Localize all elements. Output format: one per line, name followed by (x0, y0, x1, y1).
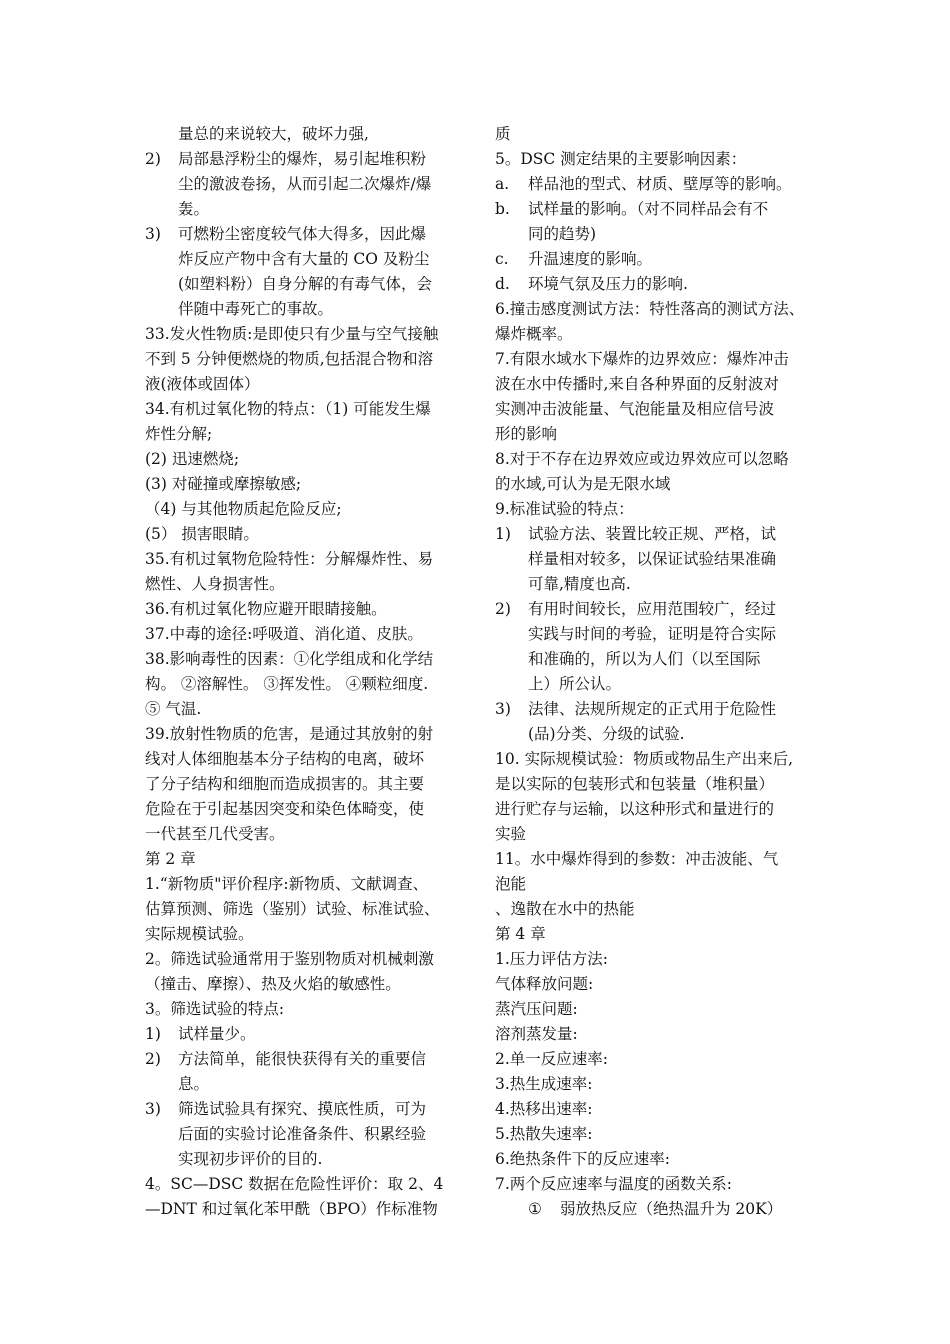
chapter2-paragraph-1 (145, 872, 465, 947)
text-line: 6.撞击感度测试方法：特性落高的测试方法、 (495, 300, 805, 318)
text-line: 39.放射性物质的危害，是通过其放射的射 (145, 725, 434, 743)
text-line: (2) 迅速燃烧; (145, 450, 240, 468)
text-line: 息。 (178, 1075, 210, 1093)
text-line: (品)分类、分级的试验. (528, 725, 685, 743)
continued-line: 质 (495, 125, 511, 143)
text-line: 7.有限水域水下爆炸的边界效应：爆炸冲击 (495, 350, 789, 368)
text-line: 溶剂蒸发量: (495, 1025, 578, 1043)
list-number: 1) (145, 1025, 161, 1043)
text-line: 了分子结构和细胞而造成损害的。其主要 (145, 775, 425, 793)
text-line: 进行贮存与运输，以这种形式和量进行的 (495, 800, 775, 818)
list-number: 2) (145, 1050, 161, 1068)
chapter2-paragraph-2 (145, 947, 465, 997)
text-line: 实测冲击波能量、气泡能量及相应信号波 (495, 400, 775, 418)
text-line: (如塑料粉）自身分解的有毒气体，会 (178, 275, 433, 293)
list-number: 1) (495, 525, 511, 543)
text-line: 4.热移出速率: (495, 1100, 593, 1118)
paragraph-36: 36.有机过氧化物应避开眼睛接触。 (145, 600, 387, 618)
text-line: (5） 损害眼睛。 (145, 525, 259, 543)
text-line: 局部悬浮粉尘的爆炸，易引起堆积粉 (178, 150, 427, 168)
text-line: 3.热生成速率: (495, 1075, 593, 1093)
text-line: 一代甚至几代受害。 (145, 825, 285, 843)
list-letter: d. (495, 275, 510, 293)
text-line: （撞击、摩擦）、热及火焰的敏感性。 (145, 975, 401, 993)
text-line: 弱放热反应（绝热温升为 20K） (560, 1200, 783, 1218)
list-item (495, 247, 815, 272)
chapter-heading: 第 2 章 (145, 850, 196, 868)
text-line: 炸性分解; (145, 425, 213, 443)
text-line: 是以实际的包装形式和包装量（堆积量） (495, 775, 775, 793)
list-number: 2) (145, 150, 161, 168)
text-line: 蒸汽压问题: (495, 1000, 578, 1018)
text-line: 爆炸概率。 (495, 325, 573, 343)
list-letter: c. (495, 250, 509, 268)
text-line: 10. 实际规模试验：物质或物品生产出来后, (495, 750, 794, 768)
text-line: 波在水中传播时,来自各种界面的反射波对 (495, 375, 779, 393)
text-line: 轰。 (178, 200, 210, 218)
paragraph-34 (145, 397, 465, 547)
text-line: （4) 与其他物质起危险反应; (145, 500, 342, 518)
list-number: 2) (495, 600, 511, 618)
text-line: 线对人体细胞基本分子结构的电离，破坏 (145, 750, 425, 768)
text-line: 5.热散失速率: (495, 1125, 593, 1143)
text-line: 38.影响毒性的因素：①化学组成和化学结 (145, 650, 434, 668)
text-line: 1.压力评估方法: (495, 950, 609, 968)
text-line: 样量相对较多，以保证试验结果准确 (528, 550, 777, 568)
text-line: 形的影响 (495, 425, 558, 443)
text-line: 试验方法、装置比较正规、严格，试 (528, 525, 777, 543)
right-column (495, 122, 815, 1222)
text-line: 2.单一反应速率: (495, 1050, 609, 1068)
text-line: 的水域,可认为是无限水域 (495, 475, 671, 493)
chapter2-paragraph-4 (145, 1172, 465, 1222)
paragraph-5: 5。DSC 测定结果的主要影响因素： (495, 150, 747, 168)
text-line: 危险在于引起基因突变和染色体畸变，使 (145, 800, 425, 818)
text-line: 实际规模试验。 (145, 925, 254, 943)
text-line: (3) 对碰撞或摩擦敏感; (145, 475, 302, 493)
circled-number: ① (528, 1200, 542, 1218)
list-item (145, 1022, 465, 1047)
text-line: 不到 5 分钟便燃烧的物质,包括混合物和溶 (145, 350, 434, 368)
text-line: 法律、法规所规定的正式用于危险性 (528, 700, 777, 718)
text-line: 1.“新物质"评价程序:新物质、文献调查、 (145, 875, 429, 893)
text-line: 35.有机过氧物危险特性：分解爆炸性、易 (145, 550, 434, 568)
text-line: 试样量少。 (178, 1025, 256, 1043)
text-line: 上）所公认。 (528, 675, 622, 693)
text-line: 8.对于不存在边界效应或边界效应可以忽略 (495, 450, 789, 468)
text-line: 液(液体或固体） (145, 375, 260, 393)
paragraph-35 (145, 547, 465, 597)
text-line: 气体释放问题: (495, 975, 594, 993)
text-line: 和准确的，所以为人们（以至国际 (528, 650, 761, 668)
text-line: 燃性、人身损害性。 (145, 575, 285, 593)
paragraph-38 (145, 647, 465, 722)
list-number: 3) (145, 225, 161, 243)
list-item (495, 597, 815, 697)
text-line: 实践与时间的考验，证明是符合实际 (528, 625, 777, 643)
list-item (145, 147, 465, 222)
list-item (145, 1097, 465, 1172)
list-letter: a. (495, 175, 510, 193)
paragraph-8 (495, 447, 815, 497)
list-item (495, 197, 815, 247)
text-line: 方法简单，能很快获得有关的重要信 (178, 1050, 427, 1068)
text-line: 11。水中爆炸得到的参数：冲击波能、气 (495, 850, 779, 868)
list-item (145, 222, 465, 322)
text-line: 34.有机过氧化物的特点：（1) 可能发生爆 (145, 400, 431, 418)
paragraph-7 (495, 347, 815, 447)
paragraph-10 (495, 747, 815, 847)
text-line: 2。筛选试验通常用于鉴别物质对机械刺激 (145, 950, 434, 968)
text-line: 可靠,精度也高. (528, 575, 631, 593)
paragraph-11 (495, 847, 815, 922)
text-line: 实验 (495, 825, 527, 843)
paragraph-6 (495, 297, 815, 347)
list-item (495, 172, 815, 197)
text-line: 后面的实验讨论准备条件、积累经验 (178, 1125, 427, 1143)
text-line: 同的趋势) (528, 225, 597, 243)
text-line: 可燃粉尘密度较气体大得多，因此爆 (178, 225, 427, 243)
list-item (495, 272, 815, 297)
text-line: 样品池的型式、材质、壁厚等的影响。 (528, 175, 792, 193)
text-line: 有用时间较长，应用范围较广，经过 (528, 600, 777, 618)
paragraph-39 (145, 722, 465, 847)
text-line: 估算预测、筛选（鉴别）试验、标准试验、 (145, 900, 440, 918)
list-number: 3) (495, 700, 511, 718)
text-line: 筛选试验具有探究、摸底性质，可为 (178, 1100, 427, 1118)
text-line: 、逸散在水中的热能 (495, 900, 635, 918)
text-line: 构。 ②溶解性。 ③挥发性。 ④颗粒细度. (145, 675, 429, 693)
text-line: 炸反应产物中含有大量的 CO 及粉尘 (178, 250, 430, 268)
paragraph-9: 9.标准试验的特点： (495, 500, 634, 518)
text-line: 33.发火性物质:是即使只有少量与空气接触 (145, 325, 439, 343)
paragraph-33 (145, 322, 465, 397)
list-letter: b. (495, 200, 510, 218)
text-line: 泡能 (495, 875, 527, 893)
left-column (145, 122, 465, 1222)
text-line: 实现初步评价的目的. (178, 1150, 323, 1168)
text-line: ⑤ 气温. (145, 700, 202, 718)
chapter4-list (495, 947, 815, 1197)
chapter2-paragraph-3: 3。筛选试验的特点: (145, 1000, 285, 1018)
list-item (145, 1047, 465, 1097)
list-item (495, 697, 815, 747)
text-line: 尘的激波卷扬，从而引起二次爆炸/爆 (178, 175, 432, 193)
continued-line: 量总的来说较大，破坏力强, (178, 125, 369, 143)
text-line: 7.两个反应速率与温度的函数关系: (495, 1175, 733, 1193)
text-line: 4。SC—DSC 数据在危险性评价：取 2、4 (145, 1175, 444, 1193)
text-line: —DNT 和过氧化苯甲酰（BPO）作标准物 (145, 1200, 438, 1218)
chapter-heading: 第 4 章 (495, 925, 546, 943)
sub-list-item (495, 1197, 815, 1222)
text-line: 升温速度的影响。 (528, 250, 653, 268)
list-number: 3) (145, 1100, 161, 1118)
list-item (495, 522, 815, 597)
paragraph-37: 37.中毒的途径:呼吸道、消化道、皮肤。 (145, 625, 423, 643)
text-line: 试样量的影响。（对不同样品会有不 (528, 200, 769, 218)
text-line: 伴随中毒死亡的事故。 (178, 300, 334, 318)
text-line: 环境气氛及压力的影响. (528, 275, 688, 293)
text-line: 6.绝热条件下的反应速率: (495, 1150, 671, 1168)
